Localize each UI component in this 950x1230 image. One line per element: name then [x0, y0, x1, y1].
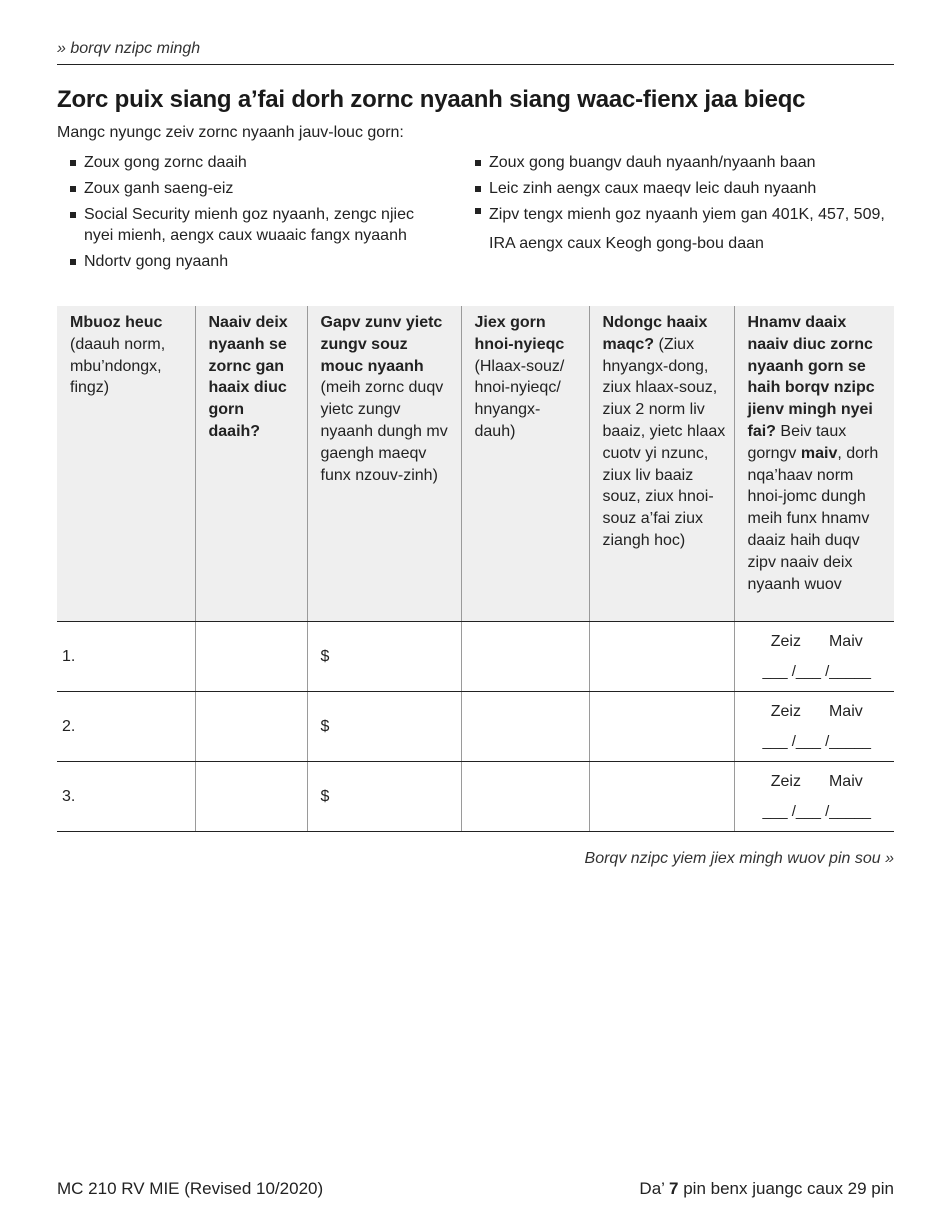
frequency-field[interactable]	[589, 692, 734, 762]
continued-from-note: » borqv nzipc mingh	[57, 40, 201, 57]
income-table	[57, 306, 894, 832]
continue-answer-cell	[734, 692, 894, 762]
income-sources-list-left	[70, 152, 440, 277]
form-identifier: MC 210 RV MIE (Revised 10/2020)	[57, 1179, 324, 1198]
frequency-field[interactable]	[589, 762, 734, 832]
end-date-field[interactable]: ___ /___ /_____	[762, 802, 871, 820]
continue-next-page-note: Borqv nzipc yiem jiex mingh wuov pin sou »	[584, 850, 894, 867]
list-item: Zoux gong zornc daaih	[70, 152, 440, 173]
amount-field[interactable]: $	[307, 622, 461, 692]
list-item: Zoux gong buangv dauh nyaanh/nyaanh baan	[475, 152, 895, 173]
yes-option[interactable]: Zeiz	[770, 772, 801, 790]
no-option[interactable]: Maiv	[828, 702, 863, 720]
list-item: Ndortv gong nyaanh	[70, 251, 440, 272]
income-source-field[interactable]	[195, 762, 307, 832]
table-row	[57, 692, 894, 762]
row-number[interactable]: 2.	[57, 692, 195, 762]
amount-field[interactable]: $	[307, 692, 461, 762]
page-indicator: Da’ 7 pin benx juangc caux 29 pin	[639, 1179, 894, 1198]
page-number: 7	[669, 1179, 679, 1198]
list-item: Zoux ganh saeng-eiz	[70, 178, 440, 199]
date-received-field[interactable]	[461, 692, 589, 762]
header-divider	[57, 64, 894, 65]
header-income-source: Naaiv deix nyaanh se zornc gan haaix diuc gorn daaih?	[195, 306, 307, 622]
list-item: Leic zinh aengx caux maeqv leic dauh nyaanh	[475, 178, 895, 199]
end-date-field[interactable]: ___ /___ /_____	[762, 662, 871, 680]
table-header-row	[57, 306, 894, 622]
header-payer-name: Mbuoz heuc (daauh norm, mbu’ndongx, fingz)	[57, 306, 195, 622]
list-item: Zipv tengx mienh goz nyaanh yiem gan 401K, 457, 509, IRA aengx caux Keogh gong-bou daan	[475, 200, 895, 258]
table-row	[57, 622, 894, 692]
income-source-field[interactable]	[195, 622, 307, 692]
section-title: Zorc puix siang a’fai dorh zornc nyaanh siang waac-fienx jaa bieqc	[57, 86, 806, 113]
row-number[interactable]: 3.	[57, 762, 195, 832]
header-date-received: Jiex gorn hnoi-nyieqc (Hlaax-souz/ hnoi-nyieqc/ hnyangx-dauh)	[461, 306, 589, 622]
header-gross-amount: Gapv zunv yietc zungv souz mouc nyaanh (meih zornc duqv yietc zungv nyaanh dungh mv gaengh maeqv funx nzouv-zinh)	[307, 306, 461, 622]
list-item: Social Security mienh goz nyaanh, zengc njiec nyei mienh, aengx caux wuaaic fangx nyaanh	[70, 204, 440, 246]
section-intro: Mangc nyungc zeiv zornc nyaanh jauv-louc gorn:	[57, 124, 404, 141]
no-option[interactable]: Maiv	[828, 772, 863, 790]
row-number[interactable]: 1.	[57, 622, 195, 692]
amount-field[interactable]: $	[307, 762, 461, 832]
yes-option[interactable]: Zeiz	[770, 632, 801, 650]
date-received-field[interactable]	[461, 762, 589, 832]
end-date-field[interactable]: ___ /___ /_____	[762, 732, 871, 750]
continue-answer-cell	[734, 762, 894, 832]
header-frequency: Ndongc haaix maqc? (Ziux hnyangx-dong, ziux hlaax-souz, ziux 2 norm liv baaiz, yietc hlaax cuotv yi nzunc, ziux liv baaiz souz, ziux hnoi-souz a’fai ziux ziangh hoc)	[589, 306, 734, 622]
no-option[interactable]: Maiv	[828, 632, 863, 650]
table-row	[57, 762, 894, 832]
frequency-field[interactable]	[589, 622, 734, 692]
header-expected-continue: Hnamv daaix naaiv diuc zornc nyaanh gorn se haih borqv nzipc jienv mingh nyei fai? Beiv taux gorngv maiv, dorh nqa’haav norm hnoi-jomc dungh meih funx hnamv daaiz haih duqv zipv naaiv deix nyaanh wuov	[734, 306, 894, 622]
income-sources-list-right	[475, 152, 895, 263]
continue-answer-cell	[734, 622, 894, 692]
yes-option[interactable]: Zeiz	[770, 702, 801, 720]
income-source-field[interactable]	[195, 692, 307, 762]
date-received-field[interactable]	[461, 622, 589, 692]
